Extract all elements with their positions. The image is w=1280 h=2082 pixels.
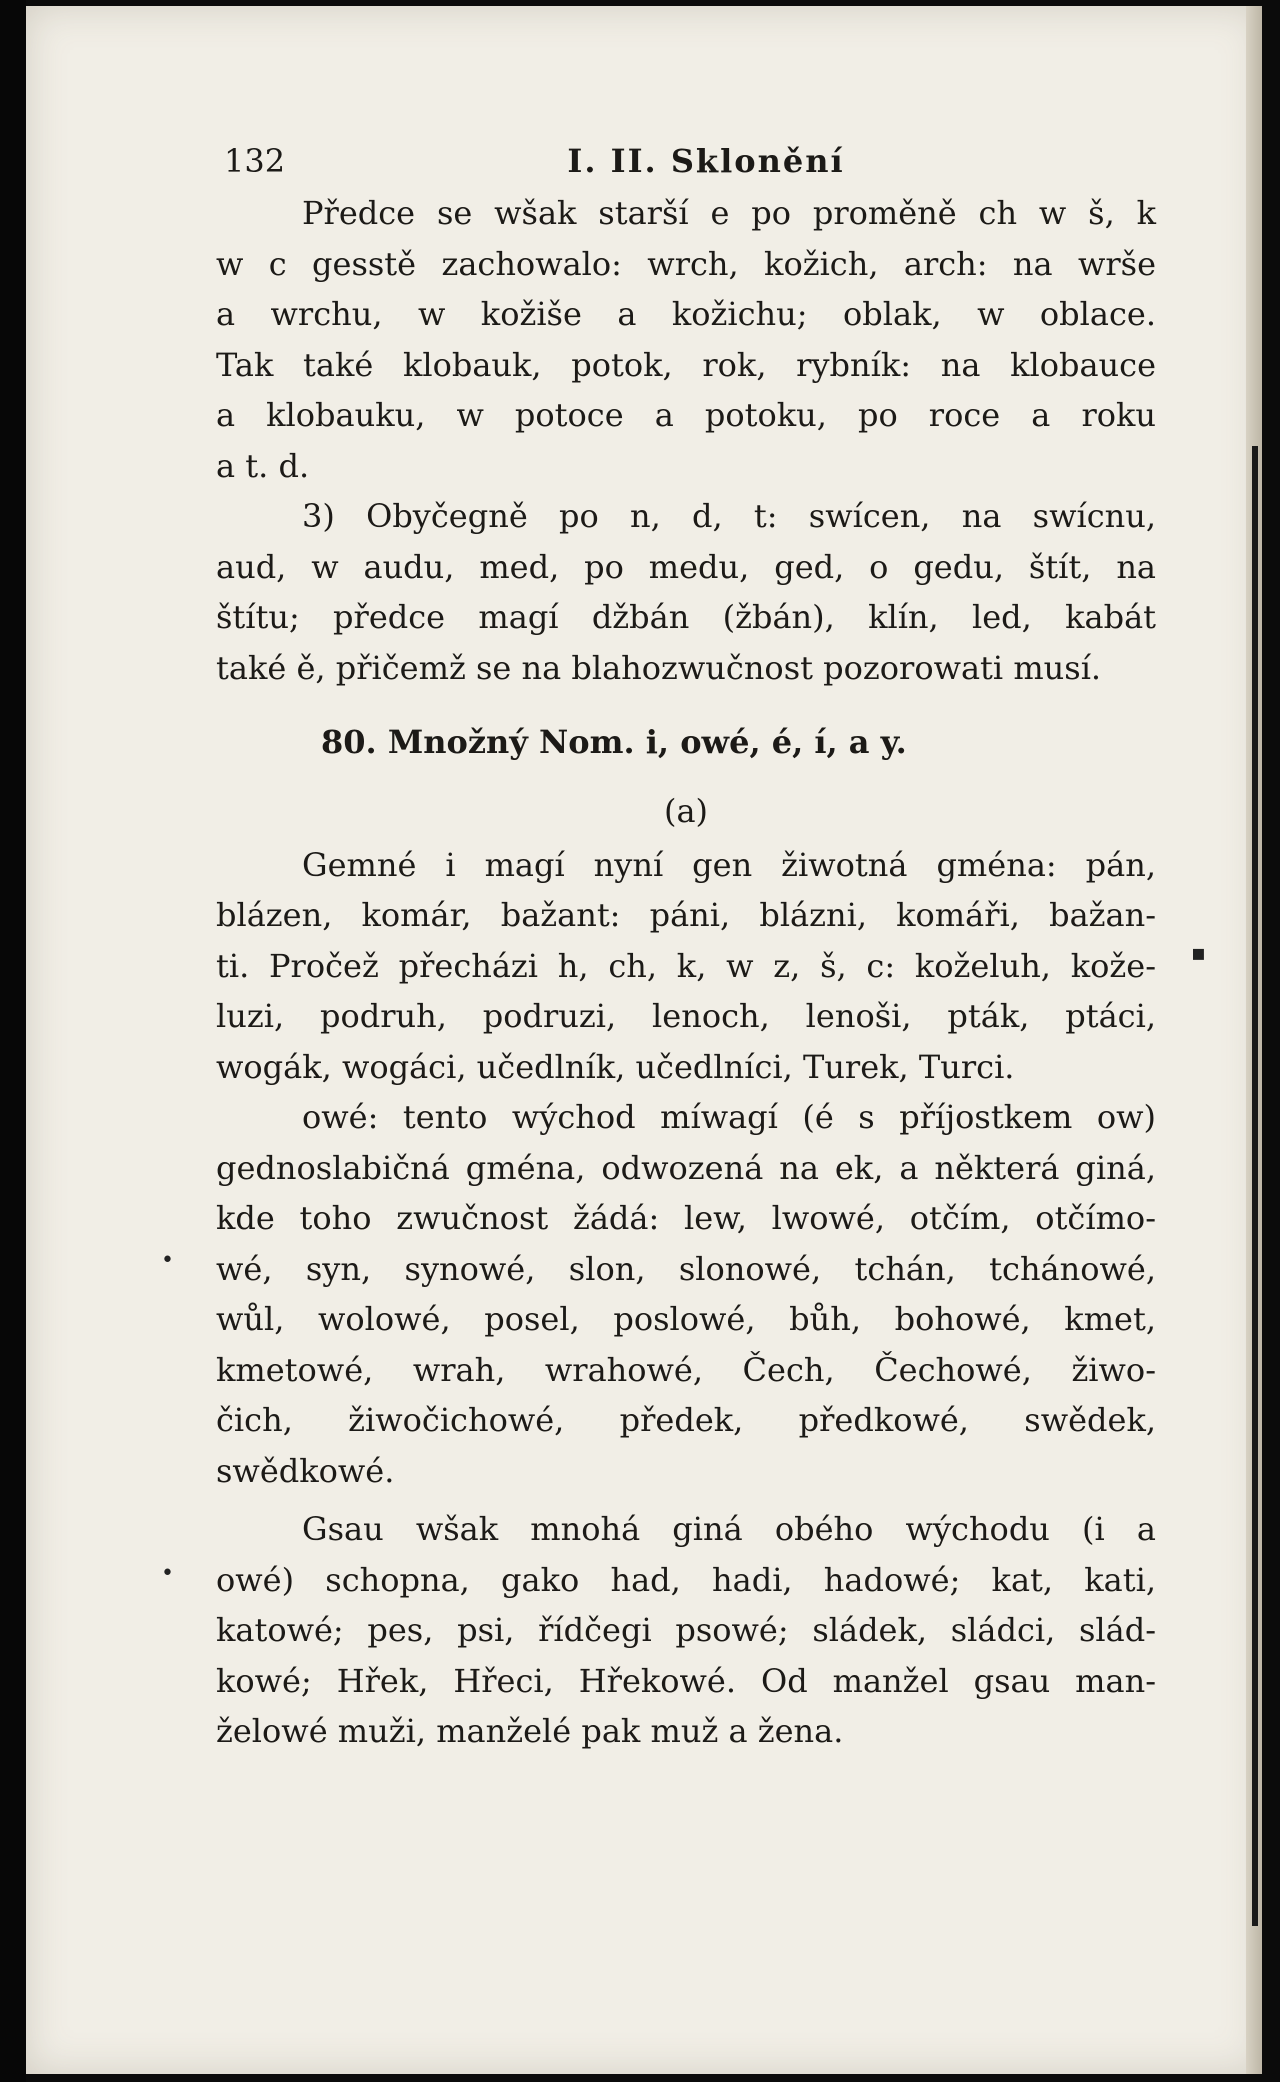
text-line: čich, žiwočichowé, předek, předkowé, swědek, bbox=[216, 1401, 1156, 1439]
book-page bbox=[26, 6, 1262, 2074]
subheading-a: (a) bbox=[663, 791, 709, 830]
margin-mark: • bbox=[161, 1248, 174, 1273]
running-title: I. II. Sklonění bbox=[567, 142, 845, 180]
text-line: kde toho zwučnost žádá: lew, lwowé, otčím, otčímo- bbox=[216, 1199, 1156, 1237]
text-line: kmetowé, wrah, wrahowé, Čech, Čechowé, žiwo- bbox=[216, 1350, 1156, 1389]
text-line: gednoslabičná gména, odwozená na ek, a některá giná, bbox=[216, 1148, 1156, 1187]
text-line: ti. Pročež přecházi h, ch, k, w z, š, c: koželuh, kože- bbox=[216, 946, 1156, 985]
text-line: katowé; pes, psi, řídčegi psowé; sládek, sládci, slád- bbox=[216, 1611, 1156, 1649]
text-line: štítu; předce magí džbán (žbán), klín, led, kabát bbox=[216, 598, 1156, 636]
paragraph-5 bbox=[216, 1504, 1156, 1757]
paragraph-4 bbox=[216, 1092, 1156, 1496]
margin-mark: ▪ bbox=[1191, 941, 1206, 966]
text-line: kowé; Hřek, Hřeci, Hřekowé. Od manžel gsau man- bbox=[216, 1661, 1156, 1700]
page-number: 132 bbox=[224, 142, 286, 180]
page-content bbox=[216, 136, 1156, 1757]
text-line: owé: tento wýchod míwagí (é s příjostkem ow) bbox=[302, 1098, 1156, 1136]
paragraph-3 bbox=[216, 840, 1156, 1093]
text-line: 3) Obyčegně po n, d, t: swícen, na swícnu, bbox=[302, 497, 1156, 535]
paragraph-2 bbox=[216, 491, 1156, 693]
margin-mark: • bbox=[161, 1561, 174, 1586]
text-line: w c gesstě zachowalo: wrch, kožich, arch: na wrše bbox=[216, 244, 1156, 283]
text-line: Předce se wšak starší e po proměně ch w š, k bbox=[302, 194, 1156, 232]
text-line: luzi, podruh, podruzi, lenoch, lenoši, pták, ptáci, bbox=[216, 997, 1156, 1035]
text-line: želowé muži, manželé pak muž a žena. bbox=[216, 1712, 844, 1750]
text-line: Gemné i magí nyní gen žiwotná gména: pán, bbox=[302, 845, 1156, 884]
text-line: a wrchu, w kožiše a kožichu; oblak, w oblace. bbox=[216, 295, 1156, 333]
text-line: swědkowé. bbox=[216, 1451, 395, 1490]
text-line: aud, w audu, med, po medu, ged, o gedu, štít, na bbox=[216, 547, 1156, 586]
text-line: a klobauku, w potoce a potoku, po roce a roku bbox=[216, 396, 1156, 434]
text-line: owé) schopna, gako had, hadi, hadowé; kat, kati, bbox=[216, 1560, 1156, 1599]
section-heading-80: 80. Množný Nom. i, owé, é, í, a y. bbox=[321, 723, 907, 761]
binding-shadow bbox=[1252, 446, 1258, 1926]
text-line: a t. d. bbox=[216, 446, 310, 485]
text-line: Gsau wšak mnohá giná obého wýchodu (i a bbox=[302, 1510, 1156, 1548]
text-line: wé, syn, synowé, slon, slonowé, tchán, tchánowé, bbox=[216, 1249, 1156, 1288]
text-line: wogák, wogáci, učedlník, učedlníci, Turek, Turci. bbox=[216, 1047, 1015, 1086]
paragraph-1 bbox=[216, 188, 1156, 491]
text-line: blázen, komár, bažant: páni, blázni, komáři, bažan- bbox=[216, 896, 1156, 934]
scan-border bbox=[0, 0, 26, 2082]
page-header bbox=[216, 136, 1156, 186]
text-line: Tak také klobauk, potok, rok, rybník: na klobauce bbox=[216, 345, 1156, 384]
text-line: wůl, wolowé, posel, poslowé, bůh, bohowé, kmet, bbox=[216, 1300, 1156, 1338]
text-line: také ě, přičemž se na blahozwučnost pozorowati musí. bbox=[216, 648, 1102, 687]
